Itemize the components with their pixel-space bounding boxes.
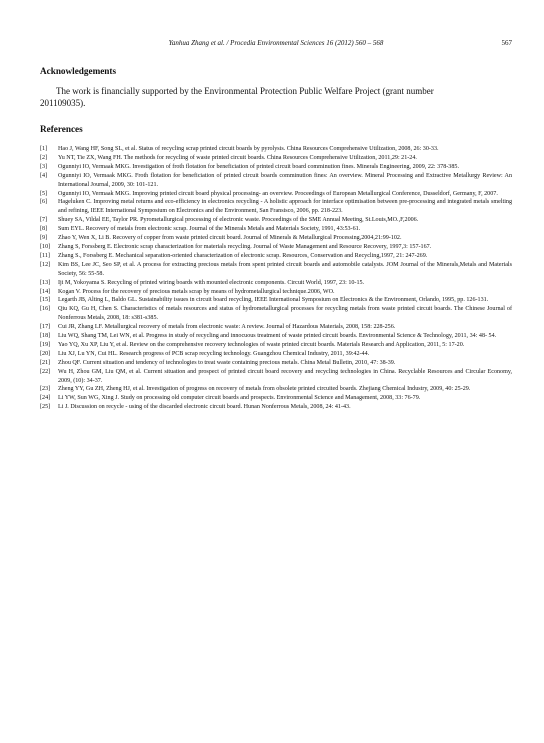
reference-text: Wu H, Zhou GM, Liu QM, et al. Current situation and prospect of printed circuit board recovery and recycling technologies in China. Recyclable Resources and Circular Economy, 2009, (10): 34-37. <box>58 368 512 384</box>
reference-item <box>40 296 512 305</box>
reference-text: Zhang S., Forssberg E. Mechanical separation-oriented characterization of electronic scrap. Resources, Conservation and Recycling,1997, 21: 247-269. <box>58 252 428 259</box>
reference-text: Kogan V. Process for the recovery of precious metals scrap by means of hydrometallurgical technique.2006, WO. <box>58 288 335 295</box>
reference-item <box>40 234 512 243</box>
reference-number: [11] <box>40 252 50 259</box>
reference-number: [15] <box>40 297 51 304</box>
reference-item <box>40 172 512 190</box>
reference-item <box>40 225 512 234</box>
reference-text: Iji M, Yokoyama S. Recycling of printed wiring boards with mounted electronic components. Circuit World, 1997, 23: 10-15. <box>58 279 365 286</box>
reference-number: [13] <box>40 279 51 286</box>
reference-item <box>40 359 512 368</box>
reference-number: [3] <box>40 163 48 170</box>
reference-item <box>40 385 512 394</box>
reference-number: [1] <box>40 146 48 152</box>
running-title: Yanhua Zhang et al. / Procedia Environmental Sciences 16 (2012) 560 – 568 <box>168 39 384 47</box>
acknowledgements-heading: Acknowledgements <box>40 66 117 76</box>
reference-item <box>40 341 512 350</box>
reference-number: [12] <box>40 261 51 268</box>
reference-text: Yao YQ, Xu XP, Liu Y, et al. Review on the comprehensive recovery technologies of waste printed circuit boards. Materials Research and Application, 2011, 5: 17-20. <box>58 341 465 348</box>
reference-item <box>40 305 512 323</box>
reference-text: Zhou QF. Current situation and tendency of technologies to treat waste containing precious metals. China Metal Bulletin, 2010, 47: 38-39. <box>58 359 396 366</box>
reference-number: [5] <box>40 190 48 197</box>
reference-item <box>40 252 512 261</box>
reference-list <box>40 145 512 412</box>
reference-text: Zhao Y, Wen X, Li B. Recovery of copper from waste printed circuit board. Journal of Minerals & Metallurgical Processing,2004,21:99-102. <box>58 235 402 242</box>
reference-number: [20] <box>40 350 51 357</box>
reference-item <box>40 243 512 252</box>
reference-number: [10] <box>40 243 51 250</box>
reference-number: [18] <box>40 333 51 340</box>
reference-number: [24] <box>40 395 51 402</box>
reference-item <box>40 163 512 172</box>
reference-item <box>40 368 512 386</box>
reference-item <box>40 154 512 163</box>
reference-text: Ogunniyi IO, Vermaak MKG. Froth flotation for beneficiation of printed circuit boards comminution fines: An overview. Mineral Processing and Extractive Metallurgy Review: An International Journal, 2009, 30: 101-121. <box>58 172 512 188</box>
reference-text: Kim BS, Lee JC, Seo SP, et al. A process for extracting precious metals from spent printed circuit boards and automobile catalysts. JOM Journal of the Minerals,Metals and Materials Society, 56: 55-58. <box>58 261 512 277</box>
reference-number: [19] <box>40 341 51 348</box>
reference-number: [7] <box>40 217 48 224</box>
reference-number: [17] <box>40 324 51 331</box>
reference-number: [16] <box>40 306 51 313</box>
reference-text: Legarth JB, Alting L, Baldo GL. Sustainability issues in circuit board recycling, IEEE International Symposium on Electronics & the Environment, Orlando, 1995, pp. 126-131. <box>58 297 489 304</box>
reference-item <box>40 403 512 412</box>
reference-text: Shuey SA, Vildal EE, Taylor PR. Pyrometallurgical processing of electronic waste. Proceedings of the SME Annual Meeting, St.Louis,MO.,F,2006. <box>58 217 419 224</box>
reference-item <box>40 288 512 297</box>
reference-text: Hao J, Wang HF, Song SL, et al. Status of recycling scrap printed circuit boards by pyrolysis. China Resources Comprehensive Utilization, 2008, 26: 30-33. <box>58 146 439 152</box>
reference-item <box>40 332 512 341</box>
reference-number: [23] <box>40 386 51 393</box>
reference-number: [4] <box>40 172 48 179</box>
reference-text: Hageluken C. Improving metal returns and eco-efficiency in electronics recycling - A holistic approach for interface optimisation between pre-processing and integrated metals smelting and refining, IEEE International Symposium on Electronics and the Environment, San Fransisco, 2006, pp. 218-223. <box>58 199 512 215</box>
reference-number: [8] <box>40 226 48 233</box>
reference-text: Sum EYL. Recovery of metals from electronic scrap. Journal of the Minerals Metals and Materials Society, 1991, 43:53-61. <box>58 226 361 233</box>
reference-number: [25] <box>40 404 51 411</box>
reference-text: Qiu KQ, Gu H, Chen S. Characteristics of metals resources and status of hydrometallurgical processes for recycling metals from waste printed circuit boards. The Chinese Journal of Nonferrous Metals, 2008, 18: s381-s385. <box>58 306 512 322</box>
reference-number: [21] <box>40 359 51 366</box>
reference-item <box>40 350 512 359</box>
reference-item <box>40 394 512 403</box>
reference-text: Liu WQ, Shang TM, Lei WN, et al. Progress in study of recycling and innocuous treatment of waste printed circuit boards. Environmental Science & Technology, 2011, 34: 48- 54. <box>58 333 497 340</box>
page-number: 567 <box>501 39 512 47</box>
reference-number: [9] <box>40 235 48 242</box>
reference-item <box>40 261 512 279</box>
running-header <box>40 39 512 51</box>
reference-item <box>40 323 512 332</box>
references-heading: References <box>40 124 83 134</box>
reference-text: Zheng YY, Gu ZH, Zheng HJ, et al. Investigation of progress on recovery of metals from obsolete printed circuited boards. Zhejiang Chemical Industry, 2009, 40: 25-29. <box>58 386 471 393</box>
reference-text: Li J. Discussion on recycle - using of the discarded electronic circuit board. Hunan Nonferrous Metals, 2008, 24: 41-43. <box>58 404 351 411</box>
reference-number: [14] <box>40 288 51 295</box>
reference-number: [2] <box>40 154 48 161</box>
reference-number: [22] <box>40 368 51 375</box>
reference-number: [6] <box>40 199 48 206</box>
reference-text: Liu XJ, Lu YN, Cui HL. Research progress of PCB scrap recycling technology. Guangzhou Chemical Industry, 2011, 39:42-44. <box>58 350 370 357</box>
reference-text: Zhang S, Forssberg E. Electronic scrap characterization for materials recycling. Journal of Waste Management and Resource Recovery, 1997,3: 157-167. <box>58 243 432 250</box>
reference-item <box>40 198 512 216</box>
reference-item <box>40 279 512 288</box>
reference-text: Yu NT, Tie ZX, Wang FH. The methods for recycling of waste printed circuit boards. China Resources Comprehensive Utilization, 2011,29: 21-24. <box>58 154 417 161</box>
reference-text: Cui JR, Zhang LF. Metallurgical recovery of metals from electronic waste: A review. Journal of Hazardous Materials, 2008, 158: 228-256. <box>58 324 396 331</box>
reference-text: Ogunniyi IO, Vermaak MKG. Investigation of froth flotation for beneficiation of printed circuit board comminution fines. Minerals Engineering, 2009, 22: 378-385. <box>58 163 459 170</box>
reference-item <box>40 145 512 154</box>
reference-text: Ogunniyi IO, Vermaak MKG. Improving printed circuit board physical processing- an overview. Proceedings of European Metallurgical Conference, Dusseldorf, Germany, F, 2007. <box>58 190 498 197</box>
reference-item <box>40 216 512 225</box>
reference-item <box>40 190 512 199</box>
reference-text: Li YW, Sun WG, Xing J. Study on processing old computer circuit boards and prospects. Environmental Science and Management, 2008, 33: 76-79. <box>58 395 421 402</box>
acknowledgements-text: The work is financially supported by the Environmental Protection Public Welfare Project (grant number 201109035). <box>40 86 434 108</box>
